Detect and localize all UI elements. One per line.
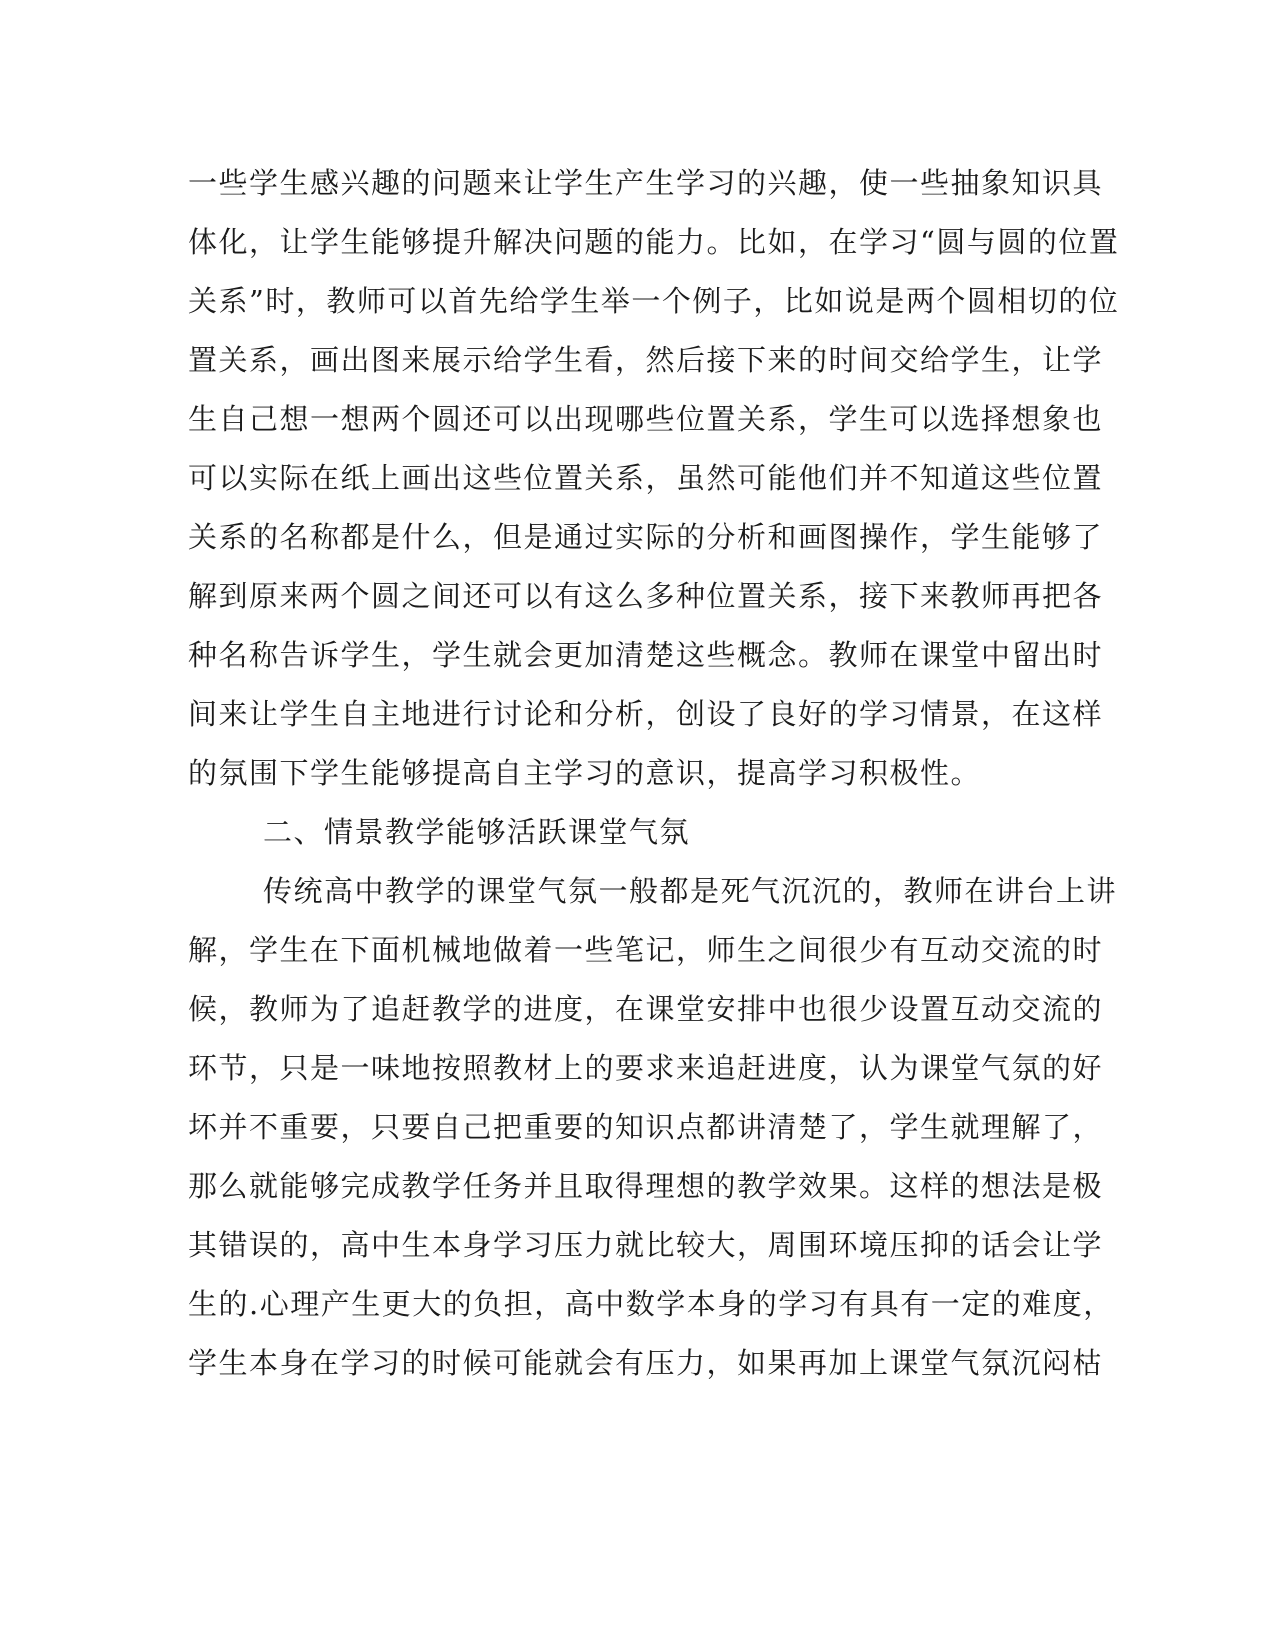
paragraph-2-line-4: 环节，只是一味地按照教材上的要求来追赶进度，认为课堂气氛的好 (188, 1051, 1104, 1085)
paragraph-1-line-10: 间来让学生自主地进行讨论和分析，创设了良好的学习情景，在这样 (188, 697, 1104, 731)
paragraph-1-line-9: 种名称告诉学生，学生就会更加清楚这些概念。教师在课堂中留出时 (188, 638, 1104, 672)
section-heading: 二、情景教学能够活跃课堂气氛 (263, 815, 691, 849)
paragraph-2-line-6: 那么就能够完成教学任务并且取得理想的教学效果。这样的想法是极 (188, 1169, 1104, 1203)
paragraph-1-line-11: 的氛围下学生能够提高自主学习的意识，提高学习积极性。 (188, 756, 982, 790)
paragraph-2-line-8: 生的.心理产生更大的负担，高中数学本身的学习有具有一定的难度， (188, 1287, 1114, 1321)
paragraph-1-line-8: 解到原来两个圆之间还可以有这么多种位置关系，接下来教师再把各 (188, 579, 1104, 613)
paragraph-2-line-5: 坏并不重要，只要自己把重要的知识点都讲清楚了，学生就理解了， (188, 1110, 1104, 1144)
paragraph-1-line-5: 生自己想一想两个圆还可以出现哪些位置关系，学生可以选择想象也 (188, 402, 1104, 436)
paragraph-1-line-1: 一些学生感兴趣的问题来让学生产生学习的兴趣，使一些抽象知识具 (188, 166, 1104, 200)
paragraph-2-line-2: 解，学生在下面机械地做着一些笔记，师生之间很少有互动交流的时 (188, 933, 1104, 967)
paragraph-2-line-3: 候，教师为了追赶教学的进度，在课堂安排中也很少设置互动交流的 (188, 992, 1104, 1026)
paragraph-2-line-9: 学生本身在学习的时候可能就会有压力，如果再加上课堂气氛沉闷枯 (188, 1346, 1104, 1380)
paragraph-1-line-6: 可以实际在纸上画出这些位置关系，虽然可能他们并不知道这些位置 (188, 461, 1104, 495)
paragraph-2-line-1: 传统高中教学的课堂气氛一般都是死气沉沉的，教师在讲台上讲 (263, 874, 1118, 908)
paragraph-1-line-7: 关系的名称都是什么，但是通过实际的分析和画图操作，学生能够了 (188, 520, 1104, 554)
paragraph-1-line-4: 置关系，画出图来展示给学生看，然后接下来的时间交给学生，让学 (188, 343, 1104, 377)
paragraph-2-line-7: 其错误的，高中生本身学习压力就比较大，周围环境压抑的话会让学 (188, 1228, 1104, 1262)
paragraph-1-line-2: 体化，让学生能够提升解决问题的能力。比如，在学习“圆与圆的位置 (188, 225, 1120, 259)
paragraph-1-line-3: 关系”时，教师可以首先给学生举一个例子，比如说是两个圆相切的位 (188, 284, 1120, 318)
